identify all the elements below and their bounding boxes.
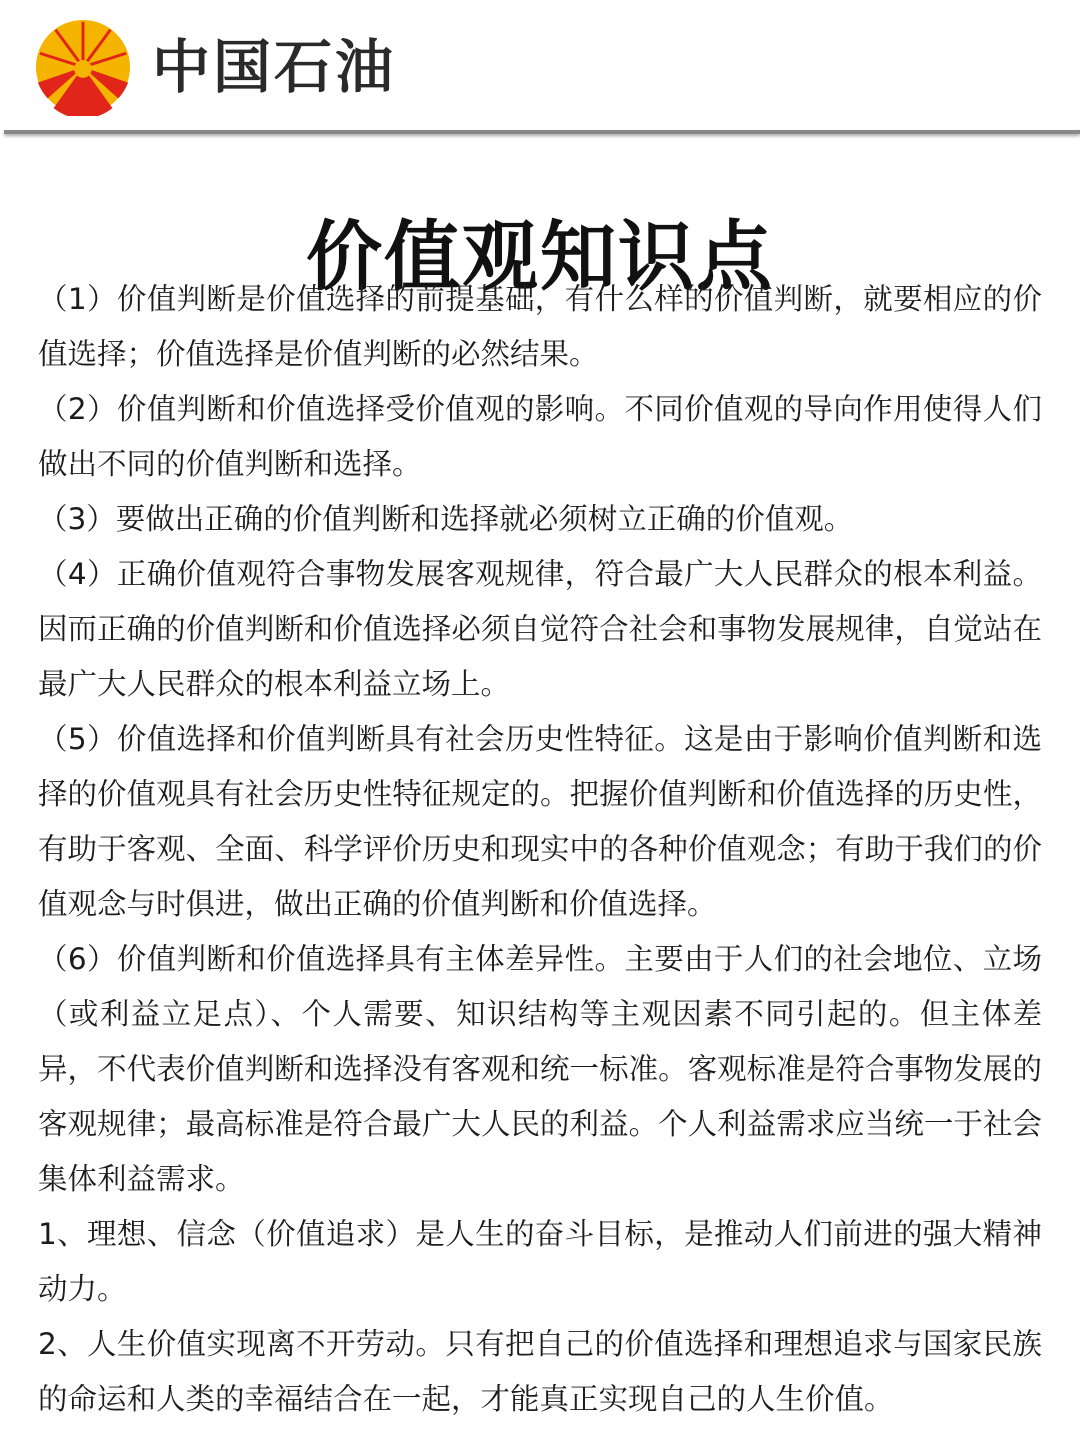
paragraph: （5）价值选择和价值判断具有社会历史性特征。这是由于影响价值判断和选择的价值观具有社会历史性特征规定的。把握价值判断和价值选择的历史性，有助于客观、全面、科学评价历史和现实中的各种价值观念；有助于我们的价值观念与时俱进，做出正确的价值判断和价值选择。: [38, 722, 1042, 921]
paragraph: 2、人生价值实现离不开劳动。只有把自己的价值选择和理想追求与国家民族的命运和人类的幸福结合在一起，才能真正实现自己的人生价值。: [38, 1327, 1042, 1416]
paragraph: （3）要做出正确的价值判断和选择就必须树立正确的价值观。: [38, 502, 854, 536]
brand-name: 中国石油: [152, 33, 397, 101]
page-title: 价值观知识点: [306, 211, 774, 301]
paragraph: （6）价值判断和价值选择具有主体差异性。主要由于人们的社会地位、立场（或利益立足点）、个人需要、知识结构等主观因素不同引起的。但主体差异，不代表价值判断和选择没有客观和统一标准。客观标准是符合事物发展的客观规律；最高标准是符合最广大人民的利益。个人利益需求应当统一于社会集体利益需求。: [38, 942, 1042, 1196]
petrochina-sun-logo-icon: [34, 18, 132, 116]
header-divider: [4, 130, 1080, 134]
paragraph: （2）价值判断和价值选择受价值观的影响。不同价值观的导向作用使得人们做出不同的价值判断和选择。: [38, 392, 1042, 481]
content-body: [38, 272, 1042, 1427]
paragraph: （4）正确价值观符合事物发展客观规律，符合最广大人民群众的根本利益。因而正确的价值判断和价值选择必须自觉符合社会和事物发展规律，自觉站在最广大人民群众的根本利益立场上。: [38, 557, 1042, 701]
header: [0, 0, 1080, 132]
paragraph: （1）价值判断是价值选择的前提基础，有什么样的价值判断，就要相应的价值选择；价值选择是价值判断的必然结果。: [38, 282, 1042, 371]
paragraph: 1、理想、信念（价值追求）是人生的奋斗目标，是推动人们前进的强大精神动力。: [38, 1217, 1042, 1306]
